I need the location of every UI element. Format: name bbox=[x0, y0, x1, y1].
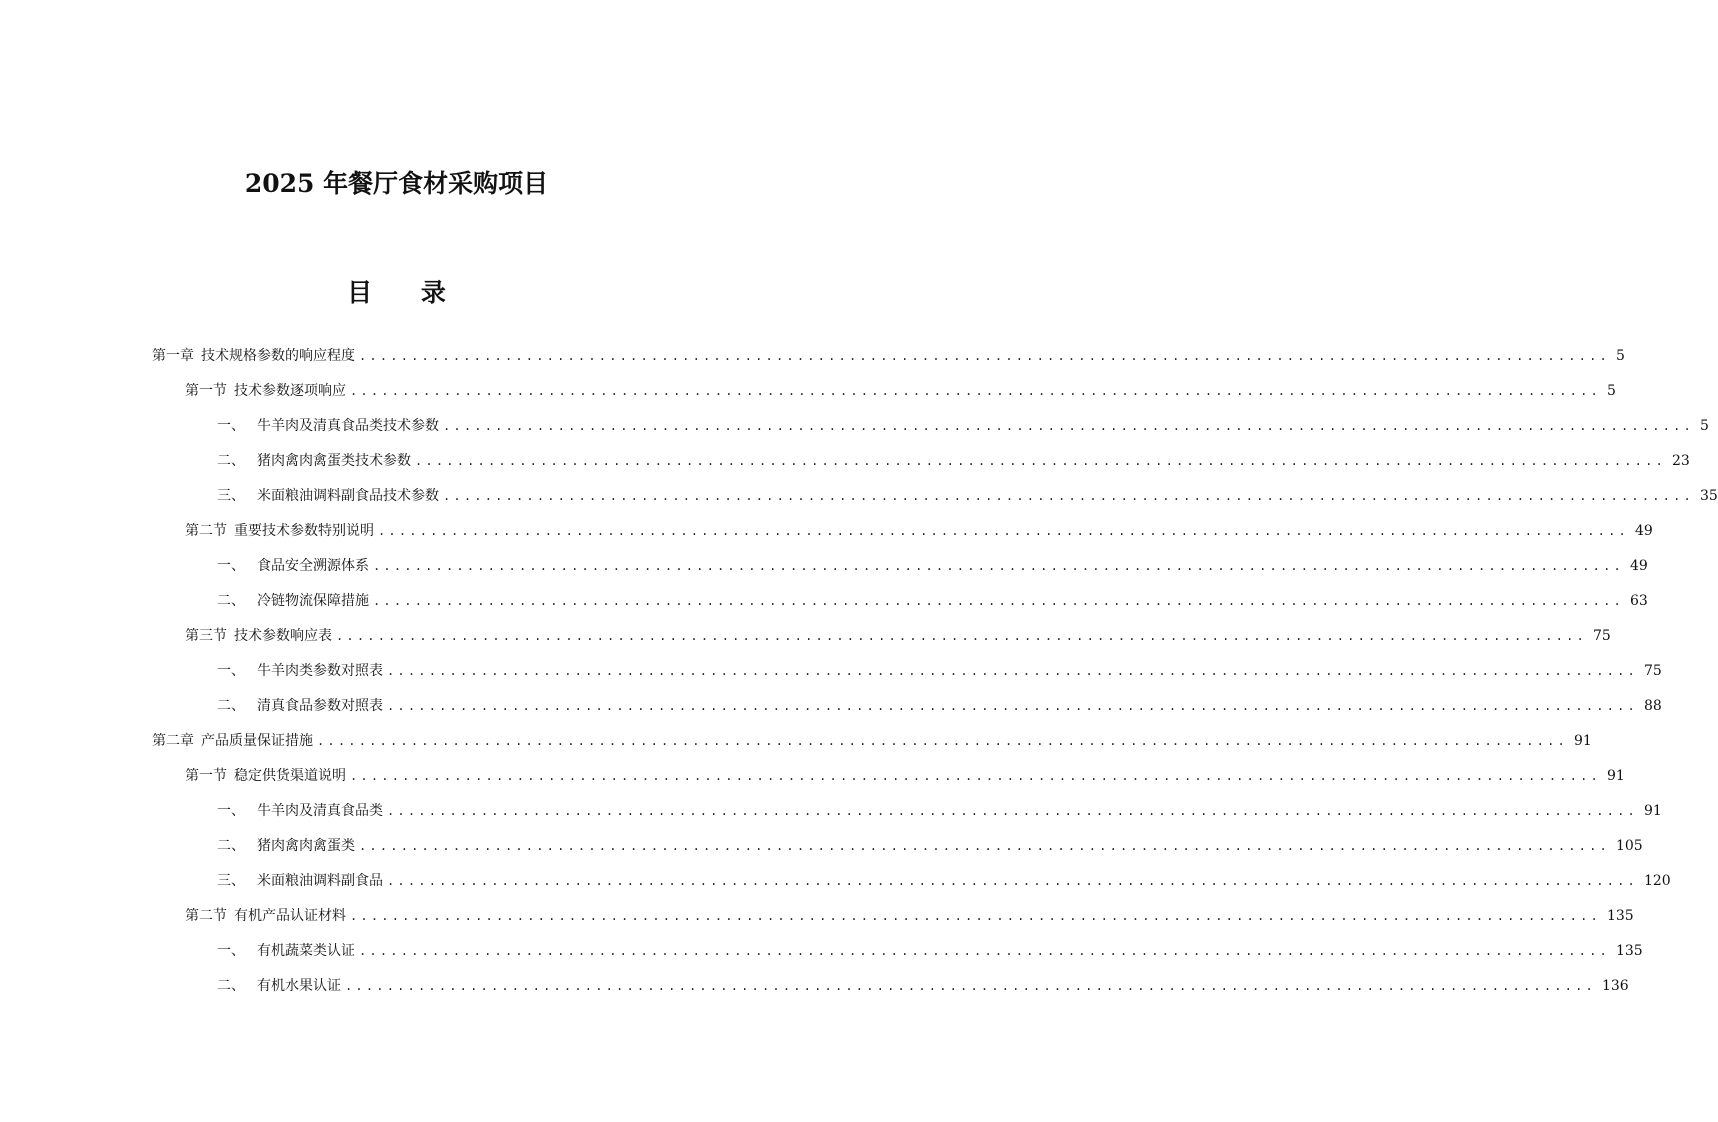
toc-dot-leader: ........................................................................................................................ bbox=[387, 663, 1638, 678]
toc-entry-number: 二、 bbox=[217, 697, 245, 714]
toc-entry-number: 二、 bbox=[217, 452, 245, 469]
toc-entry[interactable] bbox=[0, 443, 1690, 478]
toc-entry-number: 第三节 bbox=[185, 627, 227, 644]
toc-entry-page: 105 bbox=[1615, 837, 1643, 854]
toc-entry-number: 二、 bbox=[217, 977, 245, 994]
toc-entry-number: 一、 bbox=[217, 802, 245, 819]
toc-entry-number: 第一章 bbox=[152, 347, 194, 364]
toc-entry-label: 米面粮油调料副食品 bbox=[257, 872, 383, 889]
toc-entry-label: 牛羊肉类参数对照表 bbox=[257, 662, 383, 679]
toc-dot-leader: ........................................................................................................................ bbox=[373, 593, 1624, 608]
toc-entry[interactable] bbox=[0, 583, 1648, 618]
toc-entry[interactable] bbox=[0, 408, 1709, 443]
toc-entry-page: 5 bbox=[1615, 347, 1625, 364]
toc-entry-number: 二、 bbox=[217, 592, 245, 609]
toc-entry-label: 食品安全溯源体系 bbox=[257, 557, 369, 574]
toc-dot-leader: ........................................................................................................................ bbox=[350, 383, 1601, 398]
toc-entry[interactable] bbox=[0, 758, 1625, 793]
toc-entry-page: 5 bbox=[1699, 417, 1709, 434]
toc-entry-page: 88 bbox=[1643, 697, 1662, 714]
table-of-contents bbox=[0, 338, 1718, 1003]
toc-entry[interactable] bbox=[0, 338, 1625, 373]
toc-entry-number: 二、 bbox=[217, 837, 245, 854]
toc-entry-label: 技术规格参数的响应程度 bbox=[201, 347, 355, 364]
toc-entry[interactable] bbox=[0, 898, 1634, 933]
toc-entry-page: 49 bbox=[1634, 522, 1653, 539]
toc-entry[interactable] bbox=[0, 688, 1662, 723]
toc-entry[interactable] bbox=[0, 933, 1643, 968]
toc-heading: 目 录 bbox=[347, 278, 466, 307]
toc-entry-number: 三、 bbox=[217, 487, 245, 504]
toc-dot-leader: ........................................................................................................................ bbox=[359, 838, 1610, 853]
toc-entry-label: 冷链物流保障措施 bbox=[257, 592, 369, 609]
toc-entry-page: 136 bbox=[1601, 977, 1629, 994]
toc-entry-number: 一、 bbox=[217, 557, 245, 574]
toc-entry-number: 第一节 bbox=[185, 382, 227, 399]
toc-entry-page: 75 bbox=[1643, 662, 1662, 679]
toc-entry-number: 一、 bbox=[217, 942, 245, 959]
toc-dot-leader: ........................................................................................................................ bbox=[373, 558, 1624, 573]
document-title: 2025 年餐厅食材采购项目 bbox=[244, 169, 549, 198]
toc-dot-leader: ........................................................................................................................ bbox=[443, 418, 1694, 433]
toc-entry-label: 清真食品参数对照表 bbox=[257, 697, 383, 714]
toc-entry[interactable] bbox=[0, 723, 1592, 758]
toc-entry-page: 5 bbox=[1606, 382, 1616, 399]
toc-entry-label: 猪肉禽肉禽蛋类 bbox=[257, 837, 355, 854]
toc-entry-page: 91 bbox=[1643, 802, 1662, 819]
toc-entry[interactable] bbox=[0, 793, 1662, 828]
toc-dot-leader: ........................................................................................................................ bbox=[336, 628, 1587, 643]
toc-entry-number: 第二章 bbox=[152, 732, 194, 749]
toc-entry-page: 135 bbox=[1615, 942, 1643, 959]
toc-entry[interactable] bbox=[0, 828, 1643, 863]
toc-entry-label: 牛羊肉及清真食品类技术参数 bbox=[257, 417, 439, 434]
toc-entry[interactable] bbox=[0, 618, 1611, 653]
toc-entry[interactable] bbox=[0, 548, 1648, 583]
toc-entry-number: 第一节 bbox=[185, 767, 227, 784]
toc-entry-number: 一、 bbox=[217, 662, 245, 679]
toc-entry-number: 三、 bbox=[217, 872, 245, 889]
toc-dot-leader: ........................................................................................................................ bbox=[345, 978, 1596, 993]
toc-entry-number: 一、 bbox=[217, 417, 245, 434]
toc-entry-page: 63 bbox=[1629, 592, 1648, 609]
toc-dot-leader: ........................................................................................................................ bbox=[359, 348, 1610, 363]
toc-entry-label: 米面粮油调料副食品技术参数 bbox=[257, 487, 439, 504]
toc-entry[interactable] bbox=[0, 968, 1629, 1003]
toc-entry-label: 有机产品认证材料 bbox=[234, 907, 346, 924]
toc-entry-page: 49 bbox=[1629, 557, 1648, 574]
toc-entry-label: 技术参数逐项响应 bbox=[234, 382, 346, 399]
toc-entry-label: 稳定供货渠道说明 bbox=[234, 767, 346, 784]
toc-entry-page: 35 bbox=[1699, 487, 1718, 504]
toc-entry-page: 91 bbox=[1606, 767, 1625, 784]
toc-entry-label: 有机蔬菜类认证 bbox=[257, 942, 355, 959]
toc-entry-label: 产品质量保证措施 bbox=[201, 732, 313, 749]
toc-entry-page: 91 bbox=[1573, 732, 1592, 749]
toc-dot-leader: ........................................................................................................................ bbox=[387, 698, 1638, 713]
toc-entry-label: 技术参数响应表 bbox=[234, 627, 332, 644]
toc-dot-leader: ........................................................................................................................ bbox=[415, 453, 1666, 468]
toc-dot-leader: ........................................................................................................................ bbox=[350, 768, 1601, 783]
toc-entry-number: 第二节 bbox=[185, 522, 227, 539]
toc-dot-leader: ........................................................................................................................ bbox=[387, 873, 1638, 888]
toc-entry[interactable] bbox=[0, 478, 1718, 513]
toc-entry-page: 23 bbox=[1671, 452, 1690, 469]
toc-entry-page: 120 bbox=[1643, 872, 1671, 889]
toc-entry-label: 猪肉禽肉禽蛋类技术参数 bbox=[257, 452, 411, 469]
toc-dot-leader: ........................................................................................................................ bbox=[443, 488, 1694, 503]
toc-entry[interactable] bbox=[0, 653, 1662, 688]
toc-dot-leader: ........................................................................................................................ bbox=[387, 803, 1638, 818]
toc-entry-label: 有机水果认证 bbox=[257, 977, 341, 994]
toc-dot-leader: ........................................................................................................................ bbox=[350, 908, 1601, 923]
toc-entry[interactable] bbox=[0, 513, 1653, 548]
toc-dot-leader: ........................................................................................................................ bbox=[359, 943, 1610, 958]
toc-entry[interactable] bbox=[0, 373, 1616, 408]
toc-dot-leader: ........................................................................................................................ bbox=[378, 523, 1629, 538]
toc-entry-page: 75 bbox=[1592, 627, 1611, 644]
toc-entry-label: 重要技术参数特别说明 bbox=[234, 522, 374, 539]
toc-dot-leader: ........................................................................................................................ bbox=[317, 733, 1568, 748]
toc-entry[interactable] bbox=[0, 863, 1671, 898]
toc-entry-label: 牛羊肉及清真食品类 bbox=[257, 802, 383, 819]
toc-entry-number: 第二节 bbox=[185, 907, 227, 924]
toc-entry-page: 135 bbox=[1606, 907, 1634, 924]
